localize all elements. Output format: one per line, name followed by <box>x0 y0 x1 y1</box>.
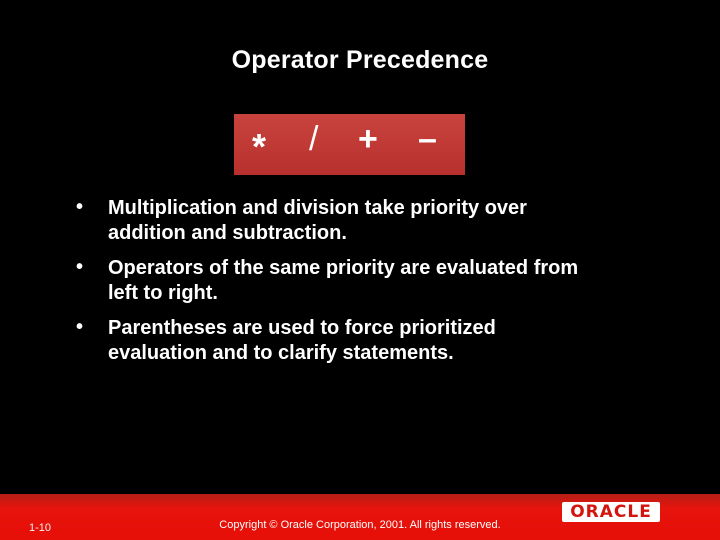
bullet-icon: • <box>76 316 84 338</box>
bullet-item <box>72 196 672 246</box>
bullet-line: Parentheses are used to force prioritized <box>108 317 496 339</box>
bullet-icon: • <box>76 256 84 278</box>
bullet-item <box>72 256 672 306</box>
bullet-list <box>72 196 672 376</box>
operator-box <box>234 114 465 175</box>
copyright-notice: Copyright © Oracle Corporation, 2001. All rights reserved. <box>219 519 501 531</box>
multiply-operator: * <box>252 126 267 167</box>
slide-title: Operator Precedence <box>231 46 489 74</box>
slide-number: 1-10 <box>29 522 52 534</box>
bullet-line: left to right. <box>108 282 218 304</box>
bullet-line: evaluation and to clarify statements. <box>108 342 454 364</box>
oracle-logo: ORACLE <box>562 502 660 522</box>
plus-operator: + <box>358 120 378 158</box>
bullet-line: addition and subtraction. <box>108 222 347 244</box>
bullet-line: Operators of the same priority are evaluated from <box>108 257 579 279</box>
bullet-icon: • <box>76 196 84 218</box>
divide-operator: / <box>309 120 319 158</box>
bullet-line: Multiplication and division take priority over <box>108 197 527 219</box>
minus-operator: – <box>418 120 437 158</box>
bullet-item <box>72 316 672 366</box>
